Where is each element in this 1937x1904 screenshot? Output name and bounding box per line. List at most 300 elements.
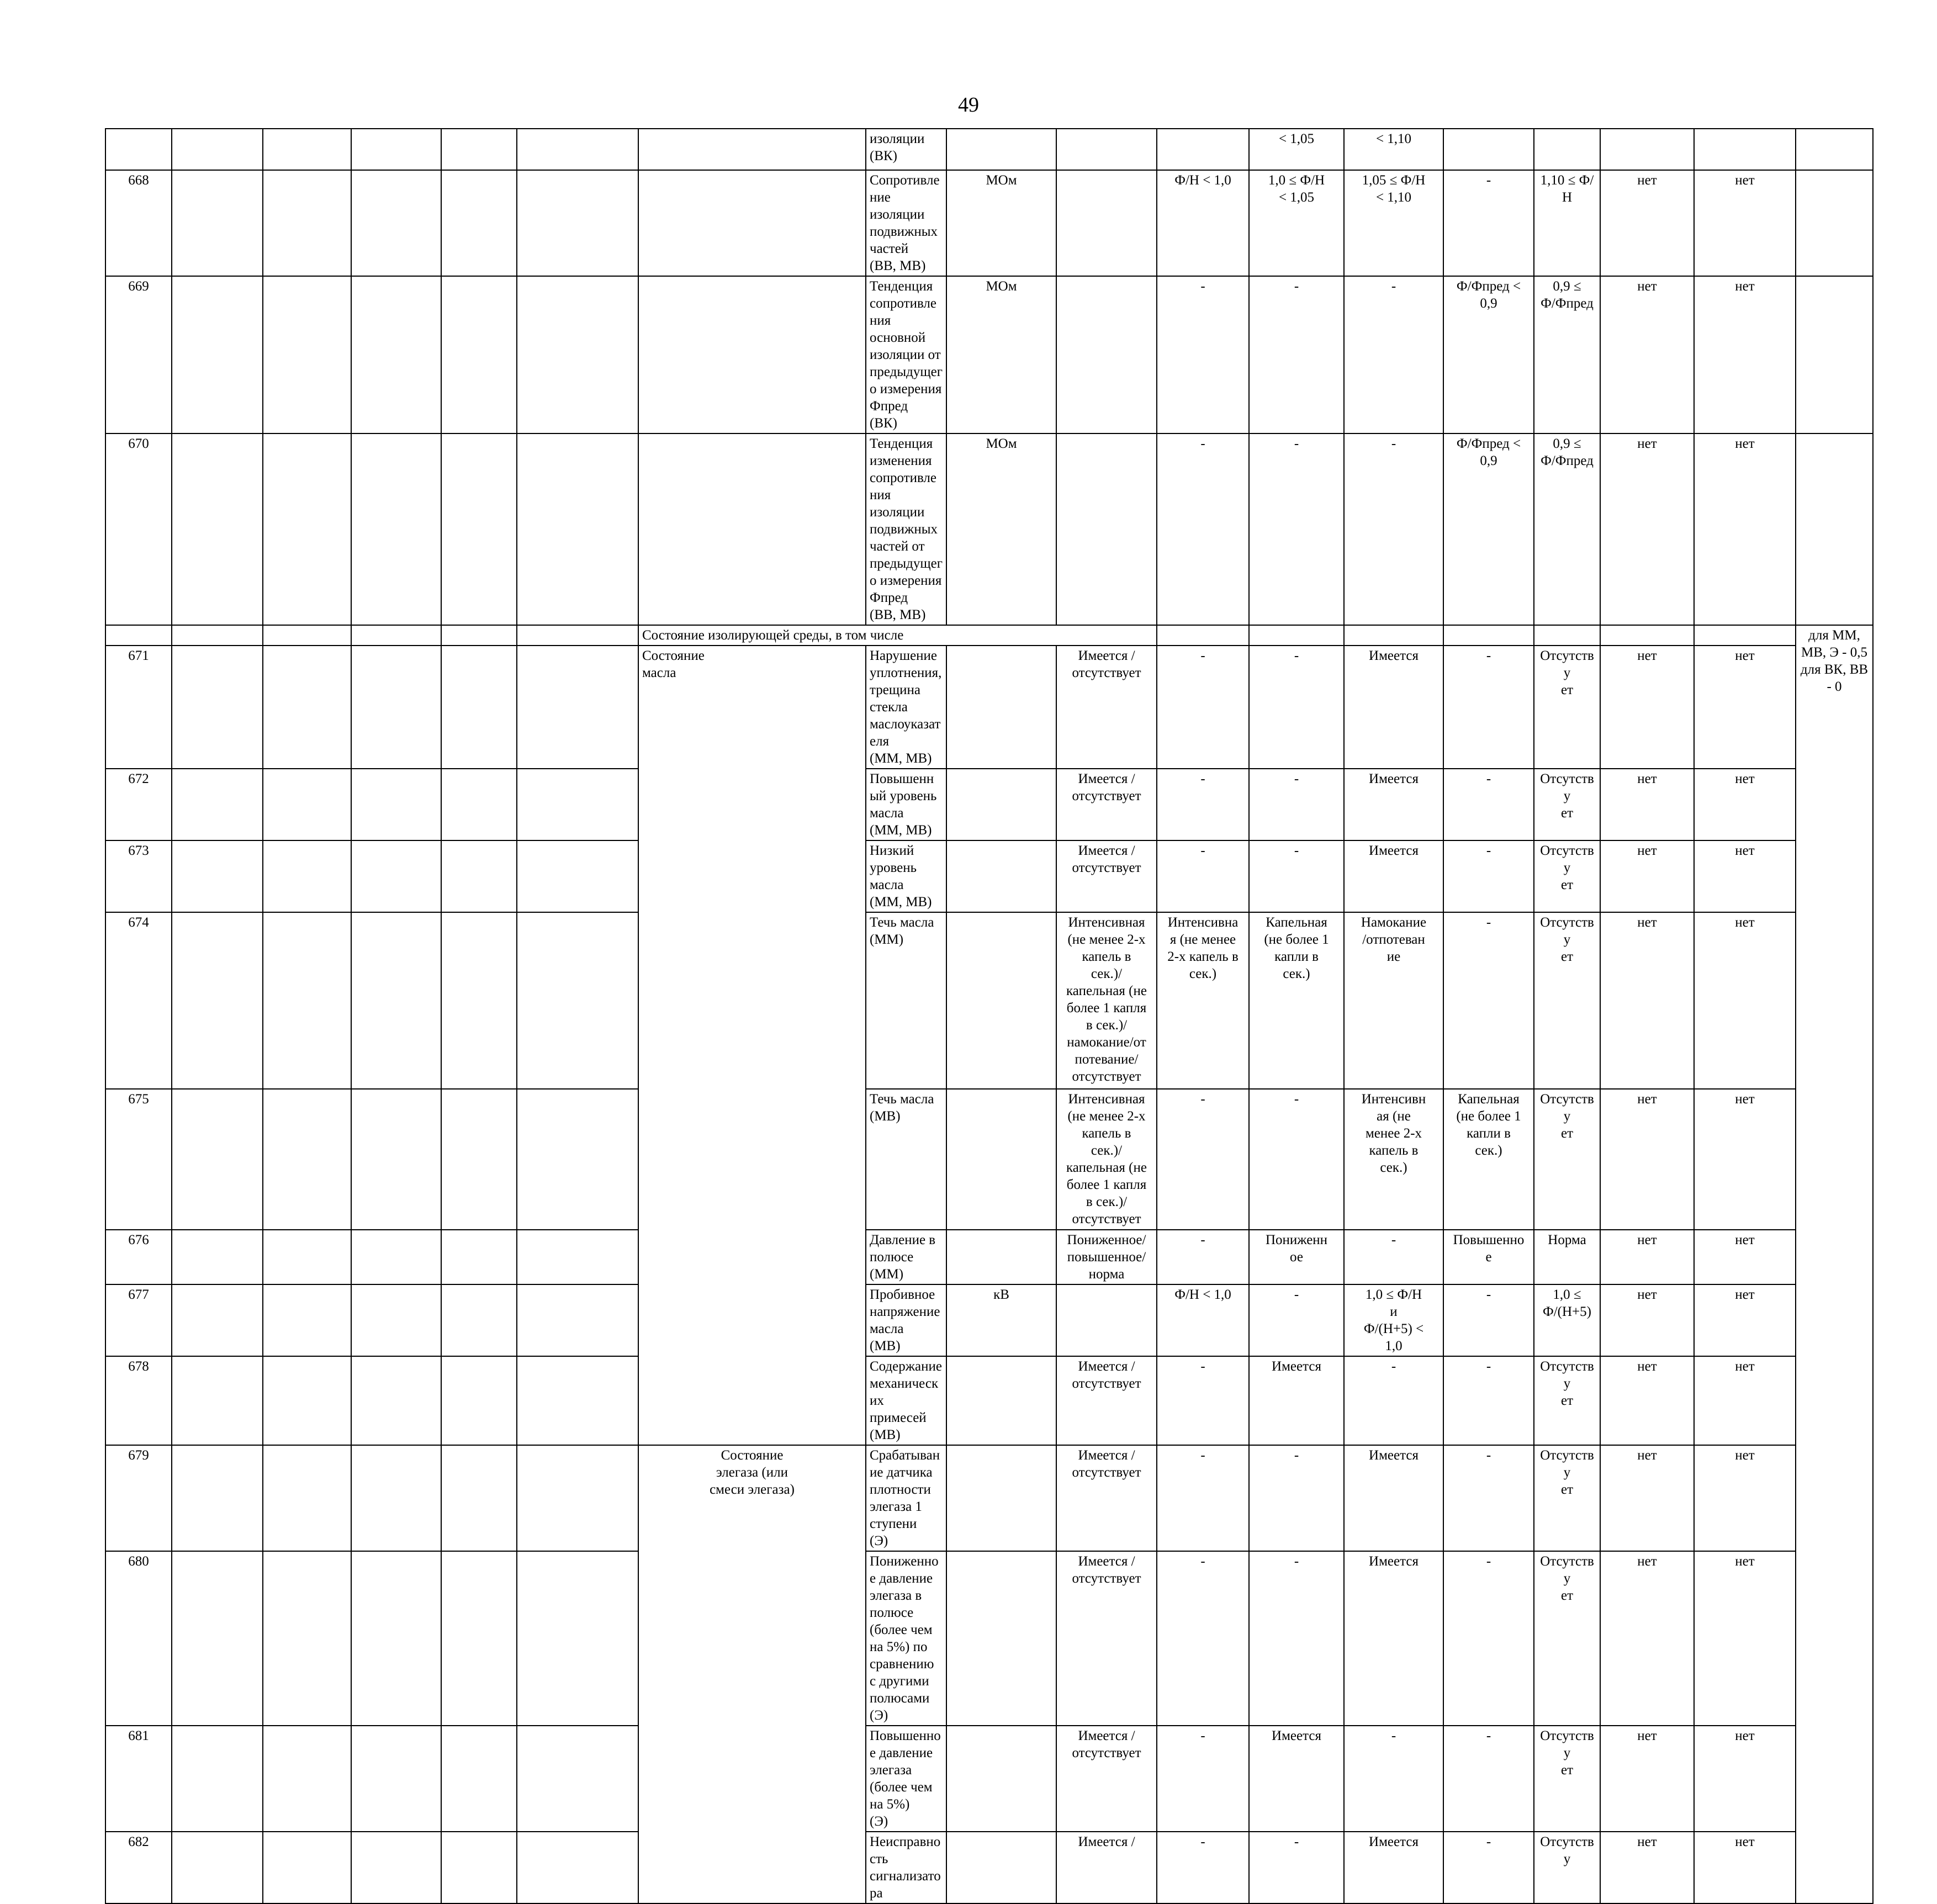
value-cell [1443, 129, 1534, 170]
empty-cell [263, 170, 351, 276]
value-cell: Ф/Фпред < 0,9 [1443, 276, 1534, 433]
value-cell: Имеется [1344, 1551, 1443, 1726]
empty-cell [517, 840, 638, 912]
value-cell: - [1344, 1356, 1443, 1445]
value-cell: - [1443, 1356, 1534, 1445]
table-row [105, 1230, 1873, 1284]
empty-cell [172, 1284, 263, 1356]
group-label: Состояние масла [638, 646, 866, 1445]
scale-cell: Имеется / отсутствует [1056, 1356, 1157, 1445]
empty-cell [172, 912, 263, 1089]
value-cell: Отсутству ет [1534, 1356, 1600, 1445]
empty-cell [517, 1284, 638, 1356]
row-number: 675 [105, 1089, 172, 1230]
empty-cell [441, 170, 517, 276]
scale-cell [1056, 170, 1157, 276]
value-cell: Имеется [1344, 1832, 1443, 1903]
empty-cell [517, 276, 638, 433]
scale-cell: Имеется / отсутствует [1056, 769, 1157, 840]
empty-cell [441, 1356, 517, 1445]
flag-cell [1600, 129, 1694, 170]
empty-cell [441, 1445, 517, 1551]
unit-cell: кВ [946, 1284, 1056, 1356]
empty-cell [1443, 625, 1534, 646]
flag-cell: нет [1694, 276, 1796, 433]
empty-cell [441, 1726, 517, 1832]
row-number: 674 [105, 912, 172, 1089]
empty-cell [263, 433, 351, 625]
flag-cell: нет [1600, 433, 1694, 625]
flag-cell: нет [1694, 1089, 1796, 1230]
empty-cell [263, 1089, 351, 1230]
table-row [105, 1284, 1873, 1356]
row-number: 679 [105, 1445, 172, 1551]
flag-cell: нет [1694, 433, 1796, 625]
value-cell: Ф/Н < 1,0 [1157, 1284, 1249, 1356]
empty-cell [263, 276, 351, 433]
section-heading: Состояние изолирующей среды, в том числе [638, 625, 1157, 646]
empty-cell [351, 276, 441, 433]
value-cell: Интенсивн ая (не менее 2-х капель в сек.) [1344, 1089, 1443, 1230]
row-number: 677 [105, 1284, 172, 1356]
row-number: 676 [105, 1230, 172, 1284]
empty-cell [263, 1230, 351, 1284]
parameter-name: Тенденция изменения сопротивления изоляции подвижных частей от предыдущего измерения Фпред (ВВ, МВ) [866, 433, 946, 625]
value-cell: - [1157, 840, 1249, 912]
flag-cell: нет [1600, 1726, 1694, 1832]
row-number: 680 [105, 1551, 172, 1726]
value-cell: - [1443, 1726, 1534, 1832]
scale-cell [1056, 129, 1157, 170]
value-cell: - [1249, 1551, 1344, 1726]
empty-cell [172, 840, 263, 912]
empty-cell [517, 1551, 638, 1726]
value-cell: < 1,05 [1249, 129, 1344, 170]
parameter-name: Тенденция сопротивления основной изоляции от предыдущего измерения Фпред (ВК) [866, 276, 946, 433]
empty-cell [172, 276, 263, 433]
parameter-name: Срабатывание датчика плотности элегаза 1 ступени (Э) [866, 1445, 946, 1551]
value-cell: - [1157, 1832, 1249, 1903]
weight-note: для ММ, МВ, Э - 0,5 для ВК, ВВ - 0 [1796, 625, 1873, 1903]
parameter-name: Сопротивление изоляции подвижных частей (ВВ, МВ) [866, 170, 946, 276]
empty-cell [517, 170, 638, 276]
value-cell: Отсутству ет [1534, 1551, 1600, 1726]
flag-cell: нет [1694, 1230, 1796, 1284]
empty-cell [441, 1230, 517, 1284]
empty-cell [351, 1551, 441, 1726]
value-cell: Пониженн ое [1249, 1230, 1344, 1284]
flag-cell: нет [1694, 170, 1796, 276]
flag-cell: нет [1694, 1832, 1796, 1903]
value-cell: Интенсивна я (не менее 2-х капель в сек.) [1157, 912, 1249, 1089]
value-cell: Отсутству ет [1534, 1726, 1600, 1832]
empty-cell [172, 1445, 263, 1551]
value-cell: - [1157, 1089, 1249, 1230]
parameter-name: Содержание механических примесей (МВ) [866, 1356, 946, 1445]
empty-cell [517, 1089, 638, 1230]
unit-cell [946, 1551, 1056, 1726]
unit-cell [946, 1726, 1056, 1832]
empty-cell [1796, 170, 1873, 276]
value-cell: Имеется [1344, 646, 1443, 769]
value-cell: - [1443, 170, 1534, 276]
empty-cell [517, 129, 638, 170]
value-cell: - [1157, 646, 1249, 769]
value-cell: - [1249, 1832, 1344, 1903]
value-cell: - [1344, 276, 1443, 433]
scale-cell [1056, 1284, 1157, 1356]
flag-cell: нет [1694, 1551, 1796, 1726]
empty-cell [1344, 625, 1443, 646]
scale-cell: Имеется / [1056, 1832, 1157, 1903]
value-cell: - [1157, 1551, 1249, 1726]
scale-cell [1056, 433, 1157, 625]
unit-cell [946, 646, 1056, 769]
empty-cell [441, 1551, 517, 1726]
empty-cell [172, 1551, 263, 1726]
value-cell: - [1249, 840, 1344, 912]
unit-cell [946, 1089, 1056, 1230]
empty-cell [517, 1356, 638, 1445]
empty-cell [517, 1445, 638, 1551]
value-cell: 1,0 ≤ Ф/(Н+5) [1534, 1284, 1600, 1356]
empty-cell [172, 646, 263, 769]
flag-cell: нет [1694, 1726, 1796, 1832]
value-cell: 0,9 ≤ Ф/Фпред [1534, 276, 1600, 433]
flag-cell: нет [1600, 1089, 1694, 1230]
empty-cell [263, 625, 351, 646]
table-row [105, 1832, 1873, 1903]
empty-cell [1694, 625, 1796, 646]
value-cell: - [1157, 1726, 1249, 1832]
empty-cell [351, 1230, 441, 1284]
value-cell: - [1249, 1284, 1344, 1356]
empty-cell [441, 646, 517, 769]
empty-cell [638, 276, 866, 433]
table-row [105, 1445, 1873, 1551]
row-number: 668 [105, 170, 172, 276]
row-number: 682 [105, 1832, 172, 1903]
empty-cell [1796, 129, 1873, 170]
empty-cell [517, 1726, 638, 1832]
flag-cell: нет [1694, 1284, 1796, 1356]
value-cell: Имеется [1344, 840, 1443, 912]
flag-cell: нет [1600, 1230, 1694, 1284]
scale-cell: Пониженное/ повышенное/ норма [1056, 1230, 1157, 1284]
value-cell: - [1157, 1230, 1249, 1284]
empty-cell [263, 912, 351, 1089]
value-cell: - [1443, 769, 1534, 840]
parameter-name: Пробивное напряжение масла (МВ) [866, 1284, 946, 1356]
value-cell: Повышенно е [1443, 1230, 1534, 1284]
empty-cell [351, 625, 441, 646]
value-cell: - [1157, 1356, 1249, 1445]
value-cell: Ф/Фпред < 0,9 [1443, 433, 1534, 625]
value-cell: - [1249, 1445, 1344, 1551]
parameter-name: изоляции (ВК) [866, 129, 946, 170]
scale-cell [1056, 276, 1157, 433]
flag-cell: нет [1600, 1284, 1694, 1356]
value-cell: < 1,10 [1344, 129, 1443, 170]
parameter-name: Пониженное давление элегаза в полюсе (более чем на 5%) по сравнению с другими полюсами (Э) [866, 1551, 946, 1726]
value-cell: Отсутству ет [1534, 1089, 1600, 1230]
value-cell: Отсутству ет [1534, 912, 1600, 1089]
empty-cell [441, 625, 517, 646]
page-number: 49 [958, 93, 979, 117]
empty-cell [263, 1356, 351, 1445]
value-cell: 1,10 ≤ Ф/Н [1534, 170, 1600, 276]
value-cell: - [1344, 1230, 1443, 1284]
empty-cell [441, 1089, 517, 1230]
flag-cell: нет [1600, 1832, 1694, 1903]
parameter-name: Течь масла (ММ) [866, 912, 946, 1089]
empty-cell [351, 912, 441, 1089]
value-cell: - [1157, 1445, 1249, 1551]
table-row [105, 276, 1873, 433]
empty-cell [351, 769, 441, 840]
flag-cell: нет [1600, 1445, 1694, 1551]
value-cell: 0,9 ≤ Ф/Фпред [1534, 433, 1600, 625]
empty-cell [263, 1832, 351, 1903]
empty-cell [172, 433, 263, 625]
scale-cell: Имеется / отсутствует [1056, 1551, 1157, 1726]
value-cell: - [1443, 1284, 1534, 1356]
empty-cell [172, 1230, 263, 1284]
assessment-table [105, 128, 1874, 1904]
table-row [105, 433, 1873, 625]
scale-cell: Имеется / отсутствует [1056, 1726, 1157, 1832]
table-row [105, 170, 1873, 276]
empty-cell [263, 1445, 351, 1551]
parameter-name: Течь масла (МВ) [866, 1089, 946, 1230]
parameter-name: Повышенное давление элегаза (более чем на 5%) (Э) [866, 1726, 946, 1832]
empty-cell [638, 129, 866, 170]
row-number: 678 [105, 1356, 172, 1445]
value-cell: Отсутству [1534, 1832, 1600, 1903]
row-number: 681 [105, 1726, 172, 1832]
value-cell: - [1344, 1726, 1443, 1832]
empty-cell [263, 1284, 351, 1356]
section-row [105, 625, 1873, 646]
flag-cell: нет [1694, 912, 1796, 1089]
flag-cell: нет [1600, 1551, 1694, 1726]
value-cell: - [1157, 433, 1249, 625]
empty-cell [263, 840, 351, 912]
empty-cell [351, 1284, 441, 1356]
flag-cell: нет [1600, 170, 1694, 276]
empty-cell [351, 1832, 441, 1903]
value-cell: Капельная (не более 1 капли в сек.) [1443, 1089, 1534, 1230]
flag-cell: нет [1694, 646, 1796, 769]
empty-cell [441, 840, 517, 912]
empty-cell [517, 769, 638, 840]
empty-cell [351, 1726, 441, 1832]
value-cell: Имеется [1249, 1356, 1344, 1445]
unit-cell [946, 1230, 1056, 1284]
unit-cell [946, 912, 1056, 1089]
empty-cell [263, 1726, 351, 1832]
value-cell: - [1443, 1445, 1534, 1551]
empty-cell [441, 1832, 517, 1903]
empty-cell [351, 433, 441, 625]
empty-cell [517, 625, 638, 646]
value-cell [1157, 129, 1249, 170]
empty-cell [351, 1445, 441, 1551]
value-cell: 1,05 ≤ Ф/Н < 1,10 [1344, 170, 1443, 276]
flag-cell: нет [1694, 1445, 1796, 1551]
table-row [105, 129, 1873, 170]
flag-cell: нет [1694, 1356, 1796, 1445]
empty-cell [441, 912, 517, 1089]
empty-cell [517, 1832, 638, 1903]
empty-cell [441, 1284, 517, 1356]
empty-cell [263, 129, 351, 170]
parameter-name: Низкий уровень масла (ММ, МВ) [866, 840, 946, 912]
table-row [105, 1356, 1873, 1445]
value-cell: Имеется [1249, 1726, 1344, 1832]
value-cell: - [1249, 769, 1344, 840]
unit-cell [946, 840, 1056, 912]
group-label: Состояние элегаза (или смеси элегаза) [638, 1445, 866, 1903]
scale-cell: Интенсивная (не менее 2-х капель в сек.)/ капельная (не более 1 капля в сек.)/ отсутствует [1056, 1089, 1157, 1230]
empty-cell [172, 769, 263, 840]
empty-cell [638, 433, 866, 625]
table-row [105, 1089, 1873, 1230]
table-row [105, 840, 1873, 912]
value-cell: - [1157, 276, 1249, 433]
empty-cell [441, 276, 517, 433]
empty-cell [441, 129, 517, 170]
unit-cell: МОм [946, 276, 1056, 433]
empty-cell [172, 1356, 263, 1445]
value-cell: - [1443, 840, 1534, 912]
value-cell: - [1249, 1089, 1344, 1230]
empty-cell [351, 129, 441, 170]
empty-cell [351, 1089, 441, 1230]
empty-cell [263, 1551, 351, 1726]
value-cell: - [1443, 646, 1534, 769]
scale-cell: Интенсивная (не менее 2-х капель в сек.)/ капельная (не более 1 капля в сек.)/ намокание/от потевание/ отсутствует [1056, 912, 1157, 1089]
empty-cell [638, 170, 866, 276]
flag-cell: нет [1694, 769, 1796, 840]
value-cell: Норма [1534, 1230, 1600, 1284]
value-cell: Имеется [1344, 1445, 1443, 1551]
flag-cell: нет [1600, 1356, 1694, 1445]
empty-cell [1534, 625, 1600, 646]
row-number: 671 [105, 646, 172, 769]
value-cell: - [1249, 646, 1344, 769]
value-cell: Ф/Н < 1,0 [1157, 170, 1249, 276]
row-number [105, 625, 172, 646]
value-cell: - [1443, 1551, 1534, 1726]
empty-cell [351, 646, 441, 769]
empty-cell [172, 129, 263, 170]
empty-cell [172, 170, 263, 276]
empty-cell [441, 769, 517, 840]
value-cell: - [1249, 433, 1344, 625]
row-number: 669 [105, 276, 172, 433]
value-cell: 1,0 ≤ Ф/Н < 1,05 [1249, 170, 1344, 276]
flag-cell: нет [1694, 840, 1796, 912]
unit-cell [946, 1356, 1056, 1445]
unit-cell [946, 129, 1056, 170]
value-cell: - [1249, 276, 1344, 433]
empty-cell [351, 1356, 441, 1445]
unit-cell [946, 769, 1056, 840]
table-row [105, 1551, 1873, 1726]
value-cell: Намокание /отпотеван ие [1344, 912, 1443, 1089]
value-cell: Капельная (не более 1 капли в сек.) [1249, 912, 1344, 1089]
unit-cell [946, 1445, 1056, 1551]
parameter-name: Неисправность сигнализатора [866, 1832, 946, 1903]
empty-cell [172, 1832, 263, 1903]
parameter-name: Повышенный уровень масла (ММ, МВ) [866, 769, 946, 840]
value-cell: - [1157, 769, 1249, 840]
row-number: 673 [105, 840, 172, 912]
empty-cell [1157, 625, 1249, 646]
scale-cell: Имеется / отсутствует [1056, 646, 1157, 769]
table-row [105, 1726, 1873, 1832]
row-number [105, 129, 172, 170]
empty-cell [517, 433, 638, 625]
value-cell: - [1344, 433, 1443, 625]
empty-cell [263, 769, 351, 840]
value-cell: - [1443, 912, 1534, 1089]
empty-cell [441, 433, 517, 625]
flag-cell: нет [1600, 840, 1694, 912]
empty-cell [172, 1726, 263, 1832]
value-cell: Имеется [1344, 769, 1443, 840]
unit-cell: МОм [946, 170, 1056, 276]
table-row [105, 646, 1873, 769]
value-cell: Отсутству ет [1534, 769, 1600, 840]
empty-cell [351, 840, 441, 912]
empty-cell [263, 646, 351, 769]
value-cell: Отсутству ет [1534, 646, 1600, 769]
table-row [105, 912, 1873, 1089]
parameter-name: Нарушение уплотнения, трещина стекла маслоуказателя (ММ, МВ) [866, 646, 946, 769]
empty-cell [172, 1089, 263, 1230]
empty-cell [351, 170, 441, 276]
unit-cell [946, 1832, 1056, 1903]
scale-cell: Имеется / отсутствует [1056, 840, 1157, 912]
row-number: 672 [105, 769, 172, 840]
empty-cell [1796, 276, 1873, 433]
scale-cell: Имеется / отсутствует [1056, 1445, 1157, 1551]
empty-cell [517, 646, 638, 769]
flag-cell [1694, 129, 1796, 170]
empty-cell [517, 912, 638, 1089]
table-row [105, 769, 1873, 840]
value-cell: 1,0 ≤ Ф/Н и Ф/(Н+5) < 1,0 [1344, 1284, 1443, 1356]
value-cell: - [1443, 1832, 1534, 1903]
parameter-name: Давление в полюсе (ММ) [866, 1230, 946, 1284]
flag-cell: нет [1600, 276, 1694, 433]
value-cell [1534, 129, 1600, 170]
empty-cell [172, 625, 263, 646]
value-cell: Отсутству ет [1534, 840, 1600, 912]
empty-cell [517, 1230, 638, 1284]
row-number: 670 [105, 433, 172, 625]
flag-cell: нет [1600, 912, 1694, 1089]
flag-cell: нет [1600, 769, 1694, 840]
empty-cell [1600, 625, 1694, 646]
empty-cell [1796, 433, 1873, 625]
value-cell: Отсутству ет [1534, 1445, 1600, 1551]
flag-cell: нет [1600, 646, 1694, 769]
empty-cell [1249, 625, 1344, 646]
unit-cell: МОм [946, 433, 1056, 625]
